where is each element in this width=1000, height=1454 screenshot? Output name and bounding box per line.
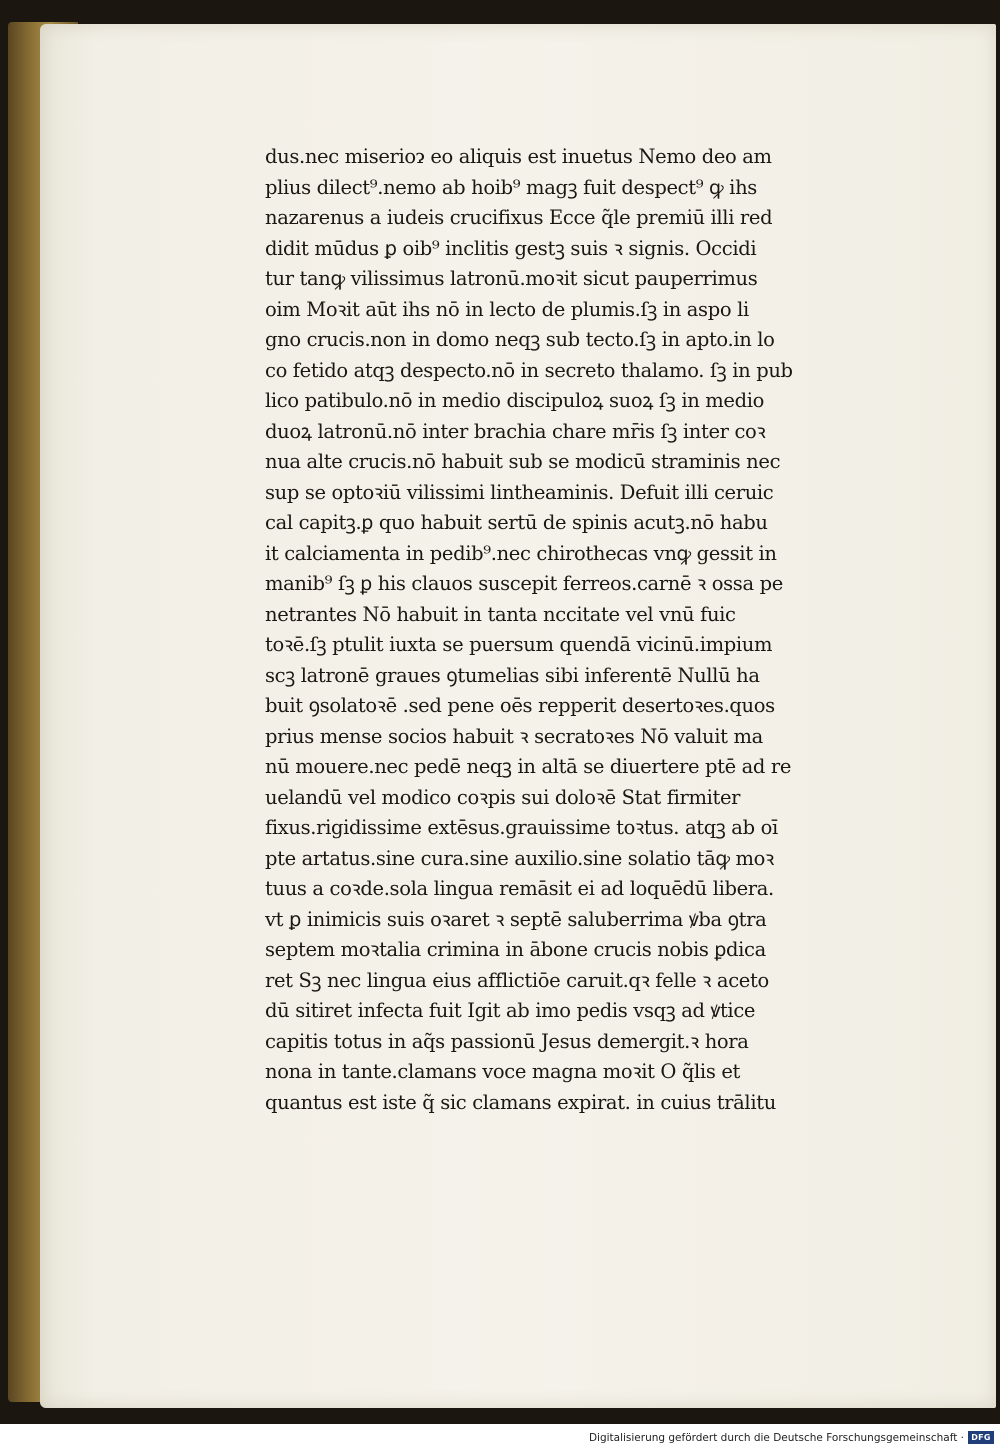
book-page	[40, 24, 996, 1408]
text-line: dū sitiret infecta fuit Igit ab imo pedis vsqꝫ ad ꝟtice	[265, 999, 756, 1022]
text-line: tur tanꝙ vilissimus latronū.moꝛit sicut pauperrimus	[265, 267, 758, 290]
text-line: co fetido atqꝫ despecto.nō in secreto thalamo. ſꝫ in pub	[265, 358, 793, 382]
text-line: sup se optoꝛiū vilissimi lintheaminis. Defuit illi ceruic	[265, 480, 774, 504]
text-line: nazarenus a iudeis crucifixus Ecce q̃le premiū illi red	[265, 206, 773, 229]
dfg-logo-icon: DFG	[968, 1431, 994, 1444]
text-line: nū mouere.nec pedē neqꝫ in altā se diuertere ptē ad re	[265, 755, 792, 778]
text-line: pte artatus.sine cura.sine auxilio.sine solatio tāꝙ moꝛ	[265, 846, 774, 870]
text-line: cal capitꝫ.ꝑ quo habuit sertū de spinis acutꝫ.nō habu	[265, 511, 768, 534]
text-line: gno crucis.non in domo neqꝫ sub tecto.ſꝫ in apto.in lo	[265, 328, 775, 351]
text-line: quantus est iste q̃ sic clamans expirat. in cuius trālitu	[265, 1090, 776, 1114]
text-line: nona in tante.clamans voce magna moꝛit O q̃lis et	[265, 1060, 741, 1083]
text-line: vt ꝑ inimicis suis oꝛaret ꝛ septē saluberrima ꝟba ꝯtra	[265, 907, 767, 931]
text-line: prius mense socios habuit ꝛ secratoꝛes Nō valuit ma	[265, 724, 763, 748]
text-line: it calciamenta in pedib⁹.nec chirothecas vnꝙ gessit in	[265, 541, 777, 565]
text-line: scꝫ latronē graues ꝯtumelias sibi inferentē Nullū ha	[265, 663, 760, 687]
footer-bar	[0, 1424, 1000, 1454]
text-line: dus.nec miserioɂ eo aliquis est inuetus Nemo deo am	[265, 145, 772, 168]
text-line: nua alte crucis.nō habuit sub se modicū straminis nec	[265, 450, 781, 473]
text-line: didit mūdus ꝑ oib⁹ inclitis gestꝫ suis ꝛ signis. Occidi	[265, 236, 757, 260]
funding-credit: Digitalisierung gefördert durch die Deutsche Forschungsgemeinschaft ·	[588, 1432, 964, 1444]
text-line: duoꝝ latronū.nō inter brachia chare mr̄is ſꝫ inter coꝛ	[265, 419, 766, 443]
text-line: capitis totus in aq̃s passionū Jesus demergit.ꝛ hora	[265, 1029, 749, 1053]
text-line: tuus a coꝛde.sola lingua remāsit ei ad loquēdū libera.	[265, 877, 774, 900]
text-line: buit ꝯsolatoꝛē .sed pene oēs repperit desertoꝛes.quos	[265, 694, 775, 717]
text-line: toꝛē.ſꝫ ptulit iuxta se puersum quendā vicinū.impium	[265, 633, 773, 656]
text-block	[265, 142, 945, 1118]
text-line: ret Sꝫ nec lingua eius afflictiōe caruit.qꝛ felle ꝛ aceto	[265, 968, 769, 992]
text-line: manib⁹ ſꝫ ꝑ his clauos suscepit ferreos.carnē ꝛ ossa pe	[265, 572, 783, 595]
text-line: oim Moꝛit aūt ihs nō in lecto de plumis.ſꝫ in aspo li	[265, 297, 749, 321]
text-line: netrantes Nō habuit in tanta nccitate vel vnū fuic	[265, 602, 736, 626]
text-line: fixus.rigidissime extēsus.grauissime toꝛtus. atqꝫ ab oī	[265, 816, 778, 839]
text-line: septem moꝛtalia crimina in ābone crucis nobis ꝑdica	[265, 938, 766, 961]
text-line: uelandū vel modico coꝛpis sui doloꝛē Stat firmiter	[265, 785, 741, 809]
text-line: lico patibulo.nō in medio discipuloꝝ suoꝝ ſꝫ in medio	[265, 389, 765, 412]
text-line: plius dilect⁹.nemo ab hoib⁹ magꝫ fuit despect⁹ ꝙ ihs	[265, 175, 757, 199]
